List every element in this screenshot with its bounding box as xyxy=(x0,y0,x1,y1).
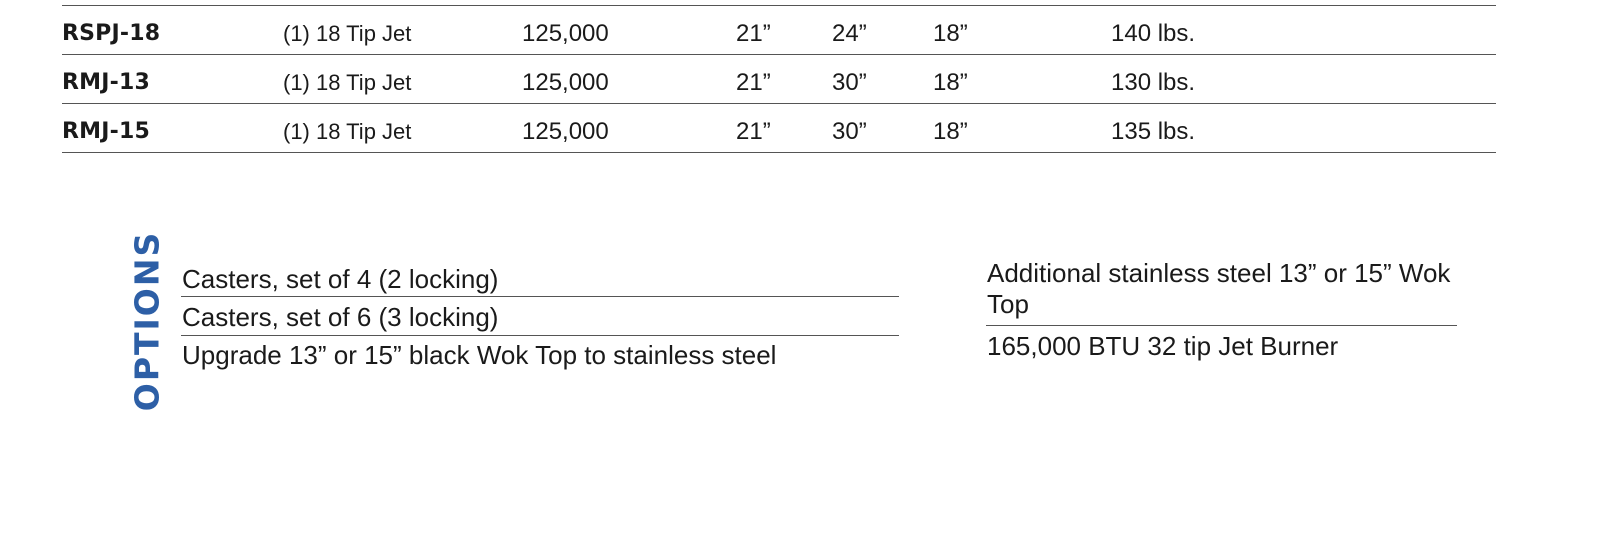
spec-table xyxy=(62,5,1496,153)
burner-cell: (1) 18 Tip Jet xyxy=(283,70,412,95)
weight-cell: 130 lbs. xyxy=(1111,69,1196,96)
model-cell: RMJ-15 xyxy=(62,119,150,144)
burner-cell: (1) 18 Tip Jet xyxy=(283,119,412,144)
table-row xyxy=(62,104,1496,153)
dimension-cell: 21” xyxy=(736,118,771,145)
dimension-cell: 21” xyxy=(736,69,771,96)
option-item: Casters, set of 6 (3 locking) xyxy=(181,297,899,336)
btu-cell: 125,000 xyxy=(522,20,609,47)
option-item: 165,000 BTU 32 tip Jet Burner xyxy=(987,331,1339,361)
dimension-cell: 30” xyxy=(832,69,867,96)
weight-cell: 135 lbs. xyxy=(1111,118,1196,145)
table-row xyxy=(62,55,1496,104)
model-cell: RMJ-13 xyxy=(62,70,150,95)
option-item: Upgrade 13” or 15” black Wok Top to stainless steel xyxy=(182,340,777,370)
option-item: Additional stainless steel 13” or 15” Wok Top xyxy=(986,258,1457,326)
options-list-left xyxy=(181,262,899,372)
dimension-cell: 18” xyxy=(933,69,968,96)
options-heading xyxy=(127,230,167,412)
options-heading-text: OPTIONS xyxy=(127,230,167,412)
weight-cell: 140 lbs. xyxy=(1111,20,1196,47)
model-cell: RSPJ-18 xyxy=(62,21,161,46)
burner-cell: (1) 18 Tip Jet xyxy=(283,21,412,46)
options-list-right xyxy=(986,258,1500,362)
dimension-cell: 21” xyxy=(736,20,771,47)
dimension-cell: 24” xyxy=(832,20,867,47)
table-row xyxy=(62,6,1496,55)
dimension-cell: 30” xyxy=(832,118,867,145)
btu-cell: 125,000 xyxy=(522,69,609,96)
dimension-cell: 18” xyxy=(933,20,968,47)
dimension-cell: 18” xyxy=(933,118,968,145)
option-item: Casters, set of 4 (2 locking) xyxy=(181,262,899,297)
btu-cell: 125,000 xyxy=(522,118,609,145)
